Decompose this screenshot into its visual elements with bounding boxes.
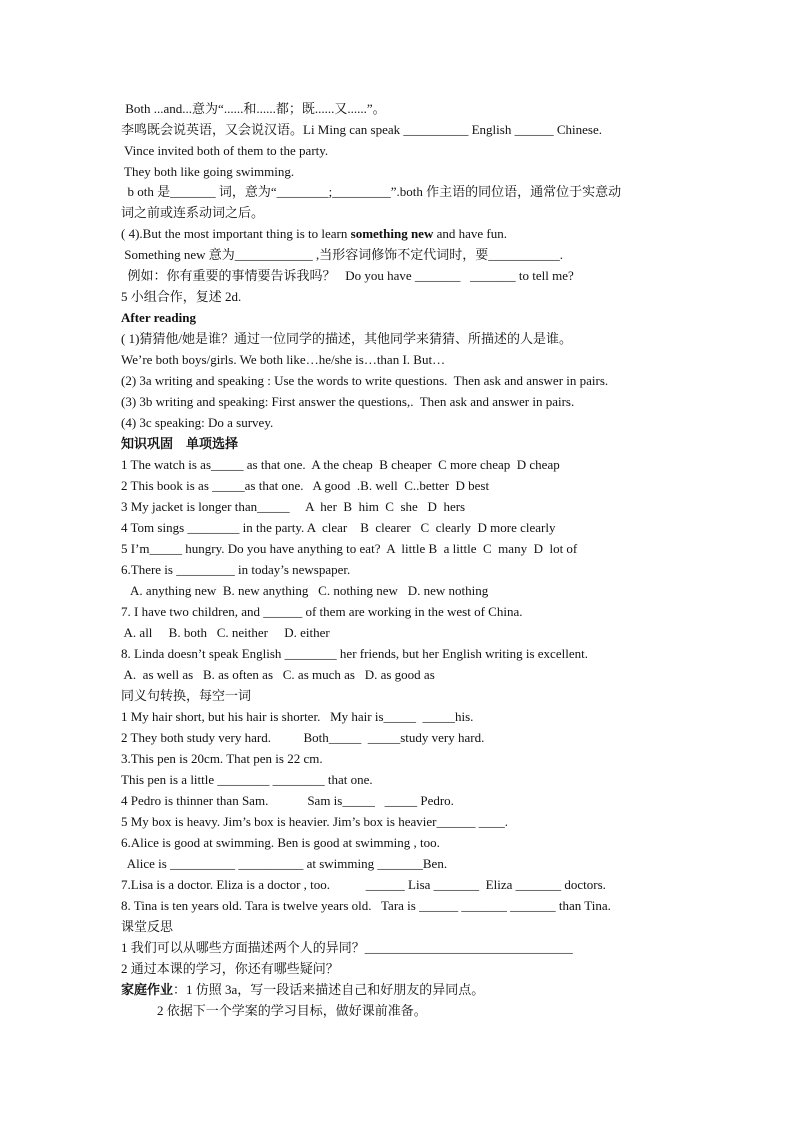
text-line-4: They both like going swimming. (121, 164, 295, 179)
text-line-5: b oth 是_______ 词，意为“________;_________”.both 作主语的同位语，通常位于实意动 (121, 184, 622, 199)
mcq-item-7-options: A. all B. both C. neither D. either (121, 625, 330, 640)
text-line-7-start: ( 4).But the most important thing is to learn (121, 226, 351, 241)
text-line-6: 词之前或连系动词之后。 (121, 205, 265, 220)
text-line-3: Vince invited both of them to the party. (121, 143, 329, 158)
rewrite-item-1: 1 My hair short, but his hair is shorter. My hair is_____ _____his. (121, 709, 474, 724)
rewrite-item-3: 3.This pen is 20cm. That pen is 22 cm. (121, 751, 323, 766)
rewrite-item-8: 8. Tina is ten years old. Tara is twelve years old. Tara is ______ _______ _______ than Tina. (121, 898, 611, 913)
homework-line-1 (121, 980, 484, 1000)
section-heading-after-reading: After reading (121, 310, 196, 325)
rewrite-item-4: 4 Pedro is thinner than Sam. Sam is_____ _____ Pedro. (121, 793, 454, 808)
mcq-item-2: 2 This book is as _____as that one. A good .B. well C..better D best (121, 478, 490, 493)
text-line-15: (3) 3b writing and speaking: First answer the questions,. Then ask and answer in pairs. (121, 394, 575, 409)
mcq-item-8-options: A. as well as B. as often as C. as much as D. as good as (121, 667, 435, 682)
text-line-7 (121, 224, 507, 244)
text-line-16: (4) 3c speaking: Do a survey. (121, 415, 274, 430)
reflection-item-1: 1 我们可以从哪些方面描述两个人的异同？________________________________ (121, 940, 573, 955)
text-line-7-end: and have fun. (433, 226, 507, 241)
rewrite-item-7: 7.Lisa is a doctor. Eliza is a doctor , too. ______ Lisa _______ Eliza _______ doctors. (121, 877, 606, 892)
homework-item-1: 1 仿照 3a，写一段话来描述自己和好朋友的异同点。 (186, 982, 485, 997)
rewrite-item-3-answer: This pen is a little ________ ________ that one. (121, 772, 373, 787)
mcq-item-3: 3 My jacket is longer than_____ A her B him C she D hers (121, 499, 466, 514)
rewrite-item-2: 2 They both study very hard. Both_____ _____study very hard. (121, 730, 485, 745)
homework-colon: ： (173, 982, 187, 997)
rewrite-item-6-answer: Alice is __________ __________ at swimming _______Ben. (121, 856, 448, 871)
text-line-8: Something new 意为____________ ,当形容词修饰不定代词时，要___________. (121, 247, 563, 262)
homework-label: 家庭作业 (121, 982, 174, 997)
mcq-item-6-options: A. anything new B. new anything C. nothing new D. new nothing (121, 583, 489, 598)
rewrite-item-5: 5 My box is heavy. Jim’s box is heavier. Jim’s box is heavier______ ____. (121, 814, 508, 829)
section-heading-knowledge: 知识巩固 单项选择 (121, 436, 239, 451)
section-heading-rewrite: 同义句转换，每空一词 (121, 688, 252, 703)
text-line-1: Both ...and...意为“......和......都；既......又......”。 (122, 101, 386, 116)
mcq-item-5: 5 I’m_____ hungry. Do you have anything to eat? A little B a little C many D lot of (121, 541, 578, 556)
text-line-2: 李鸣既会说英语，又会说汉语。Li Ming can speak __________ English ______ Chinese. (121, 122, 602, 137)
mcq-item-6: 6.There is _________ in today’s newspaper. (121, 562, 351, 577)
rewrite-item-6: 6.Alice is good at swimming. Ben is good at swimming , too. (121, 835, 440, 850)
mcq-item-8: 8. Linda doesn’t speak English ________ her friends, but her English writing is excellent. (121, 646, 588, 661)
mcq-item-7: 7. I have two children, and ______ of them are working in the west of China. (121, 604, 523, 619)
text-line-9: 例如：你有重要的事情要告诉我吗？ Do you have _______ _______ to tell me? (121, 268, 574, 283)
text-line-13: We’re both boys/girls. We both like…he/she is…than I. But… (121, 352, 446, 367)
mcq-item-4: 4 Tom sings ________ in the party. A clear B clearer C clearly D more clearly (121, 520, 556, 535)
homework-item-2: 2 依据下一个学案的学习目标，做好课前准备。 (157, 1003, 427, 1018)
text-line-10: 5 小组合作，复述 2d. (121, 289, 242, 304)
reflection-item-2: 2 通过本课的学习，你还有哪些疑问？ (121, 961, 339, 976)
section-heading-reflection: 课堂反思 (121, 919, 174, 934)
mcq-item-1: 1 The watch is as_____ as that one. A the cheap B cheaper C more cheap D cheap (121, 457, 560, 472)
bold-phrase-something-new: something new (350, 226, 434, 241)
text-line-14: (2) 3a writing and speaking : Use the words to write questions. Then ask and answer in pairs. (121, 373, 609, 388)
text-line-12: ( 1)猜猜他/她是谁？通过一位同学的描述，其他同学来猜猜、所描述的人是谁。 (121, 331, 573, 346)
